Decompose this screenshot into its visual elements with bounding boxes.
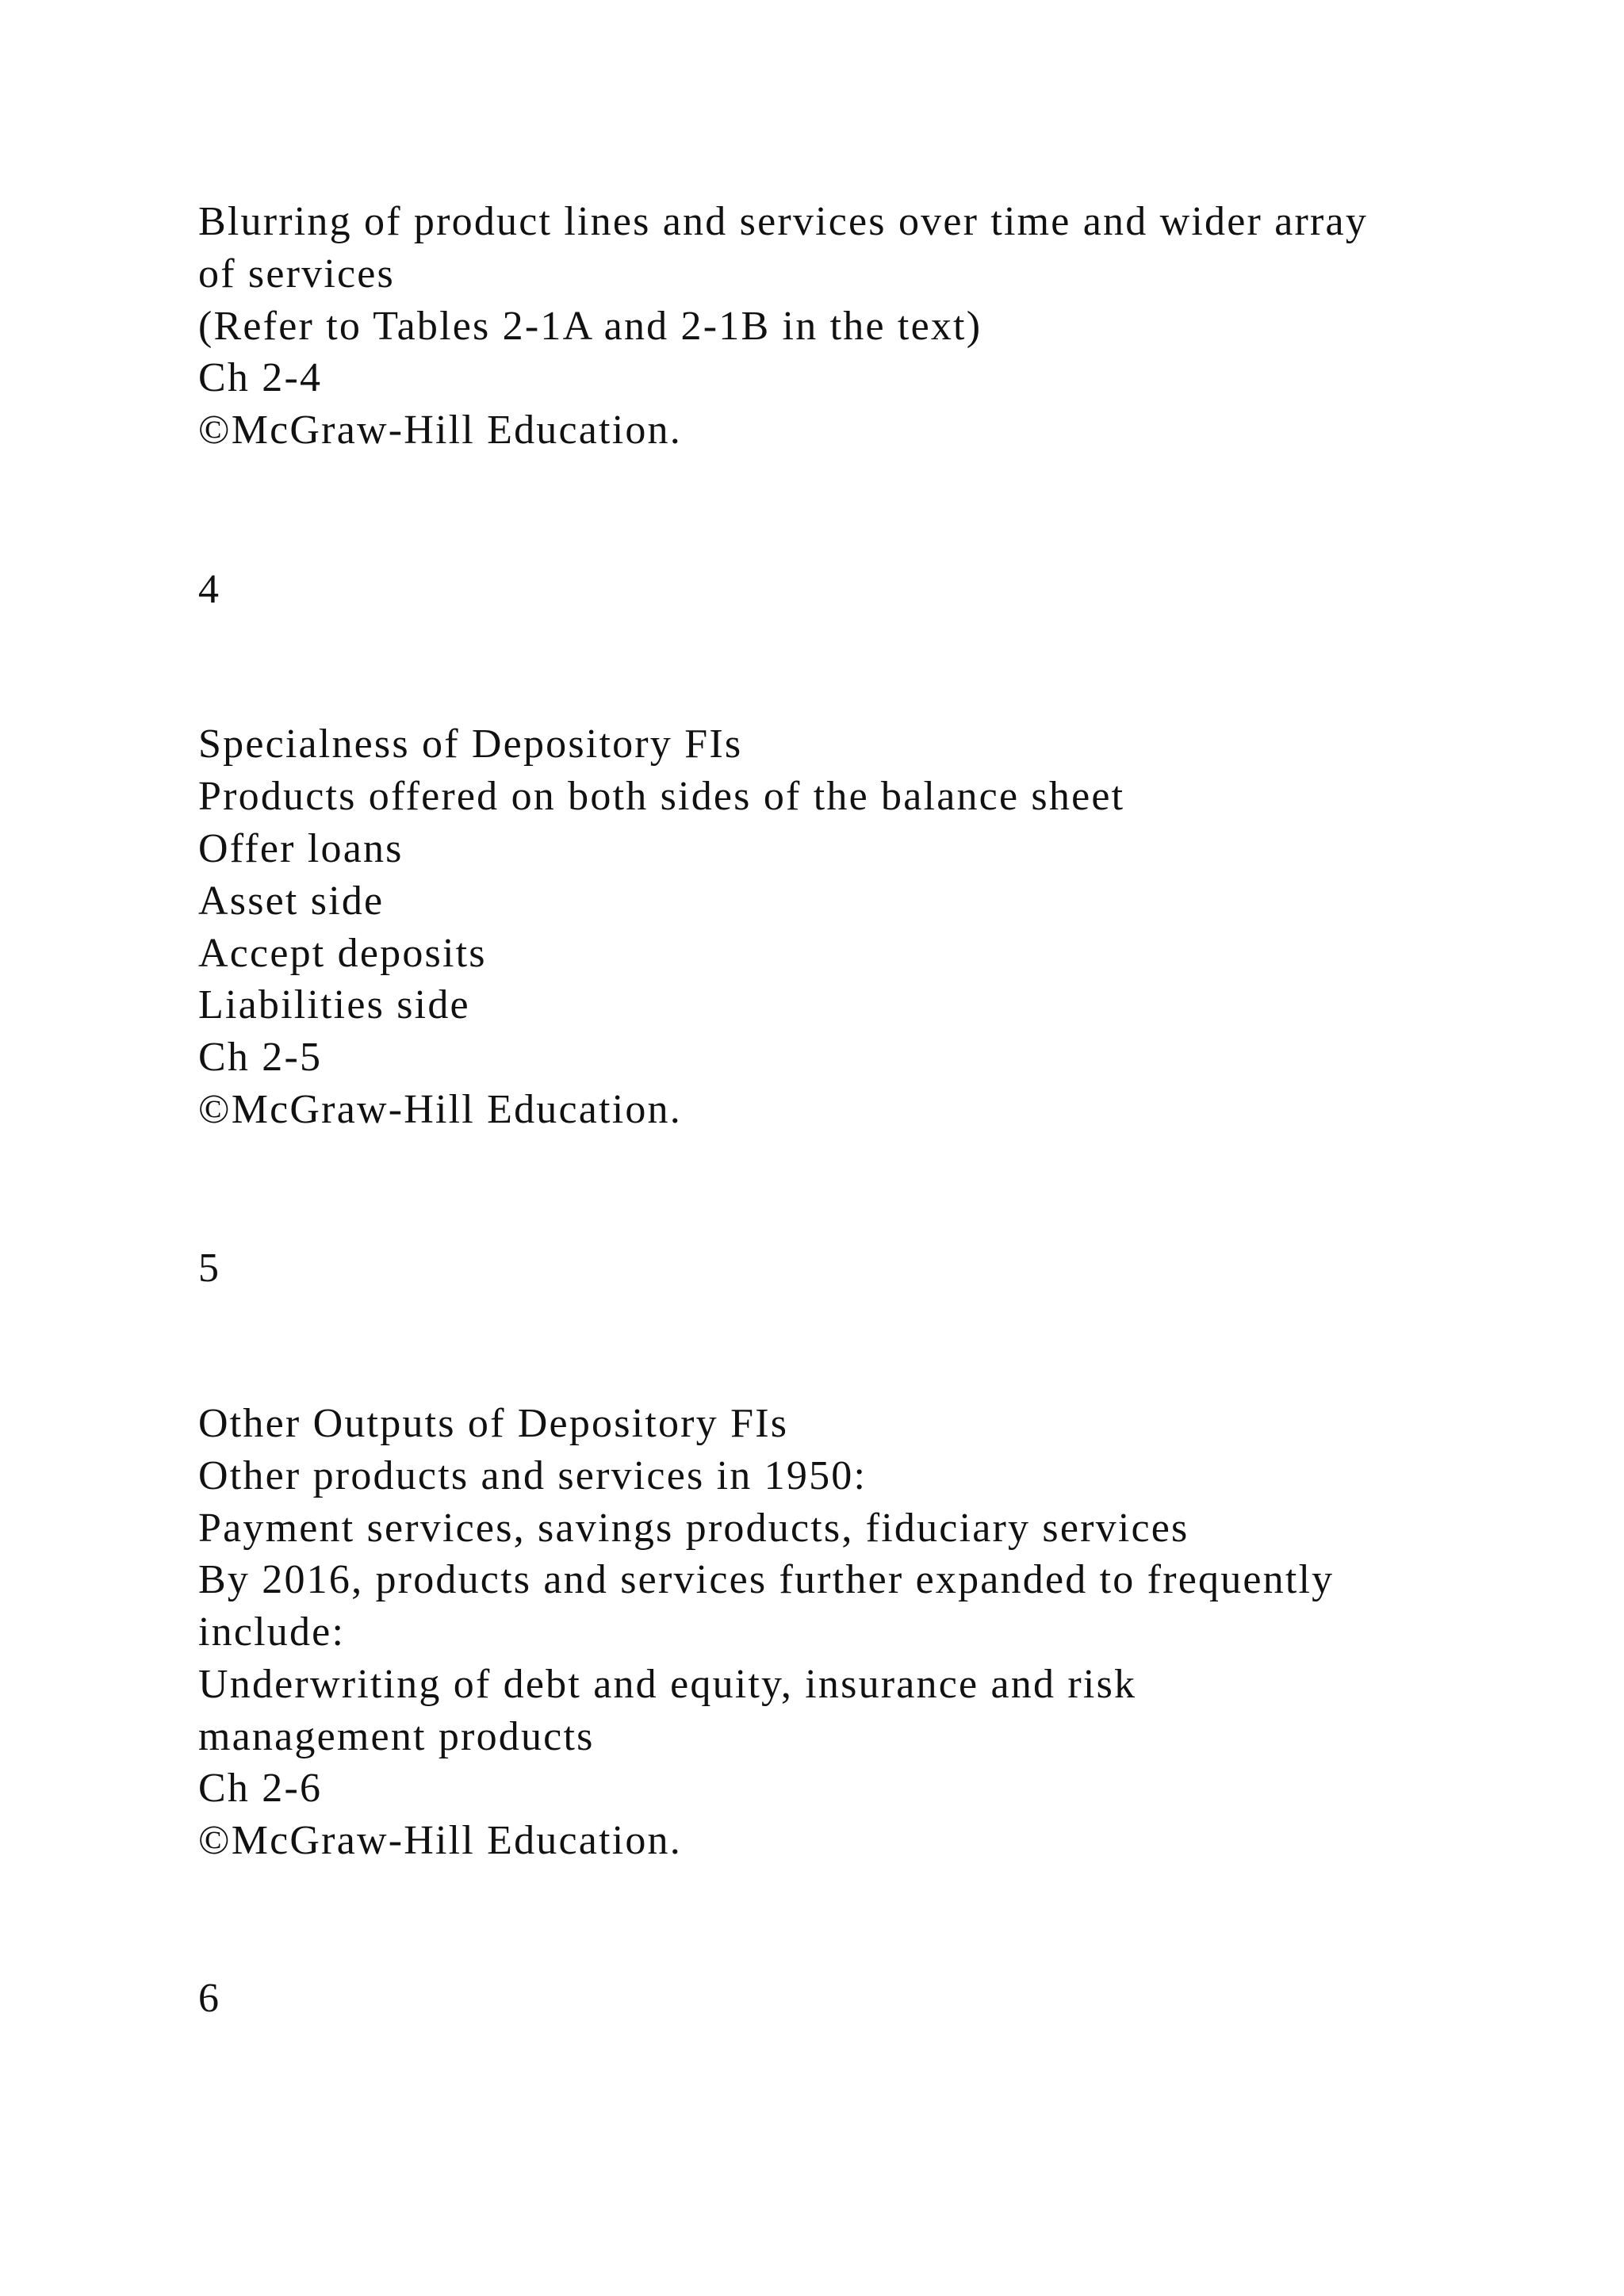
section-2-line-6: Liabilities side [198,982,470,1027]
section-2-heading: Specialness of Depository FIs [198,721,743,767]
section-3-line-6: Underwriting of debt and equity, insurance and risk [198,1662,1137,1707]
section-3-line-7: management products [198,1714,595,1759]
page-number-5: 5 [198,1246,221,1291]
page-number-6: 6 [198,1976,221,2021]
section-3-line-8: Ch 2-6 [198,1766,323,1811]
section-2-line-5: Accept deposits [198,931,487,976]
section-3-heading: Other Outputs of Depository FIs [198,1401,789,1446]
section-2-line-7: Ch 2-5 [198,1035,323,1080]
page-number-4: 4 [198,567,221,612]
section-1-line-1: Blurring of product lines and services over time and wider array [198,199,1369,244]
section-1-line-2: of services [198,251,395,297]
section-2-line-8: ©McGraw-Hill Education. [198,1087,682,1132]
section-3-line-4: By 2016, products and services further expanded to frequently [198,1557,1335,1602]
section-1-line-5: ©McGraw-Hill Education. [198,408,682,453]
section-3-line-5: include: [198,1609,346,1655]
section-3-line-9: ©McGraw-Hill Education. [198,1818,682,1863]
section-2-line-3: Offer loans [198,826,404,871]
section-1-line-3: (Refer to Tables 2-1A and 2-1B in the text) [198,304,982,349]
section-3-line-3: Payment services, savings products, fiduciary services [198,1506,1189,1551]
section-3-line-2: Other products and services in 1950: [198,1453,868,1498]
section-2-line-2: Products offered on both sides of the balance sheet [198,774,1125,819]
section-2-line-4: Asset side [198,878,385,924]
section-1-line-4: Ch 2-4 [198,355,323,400]
